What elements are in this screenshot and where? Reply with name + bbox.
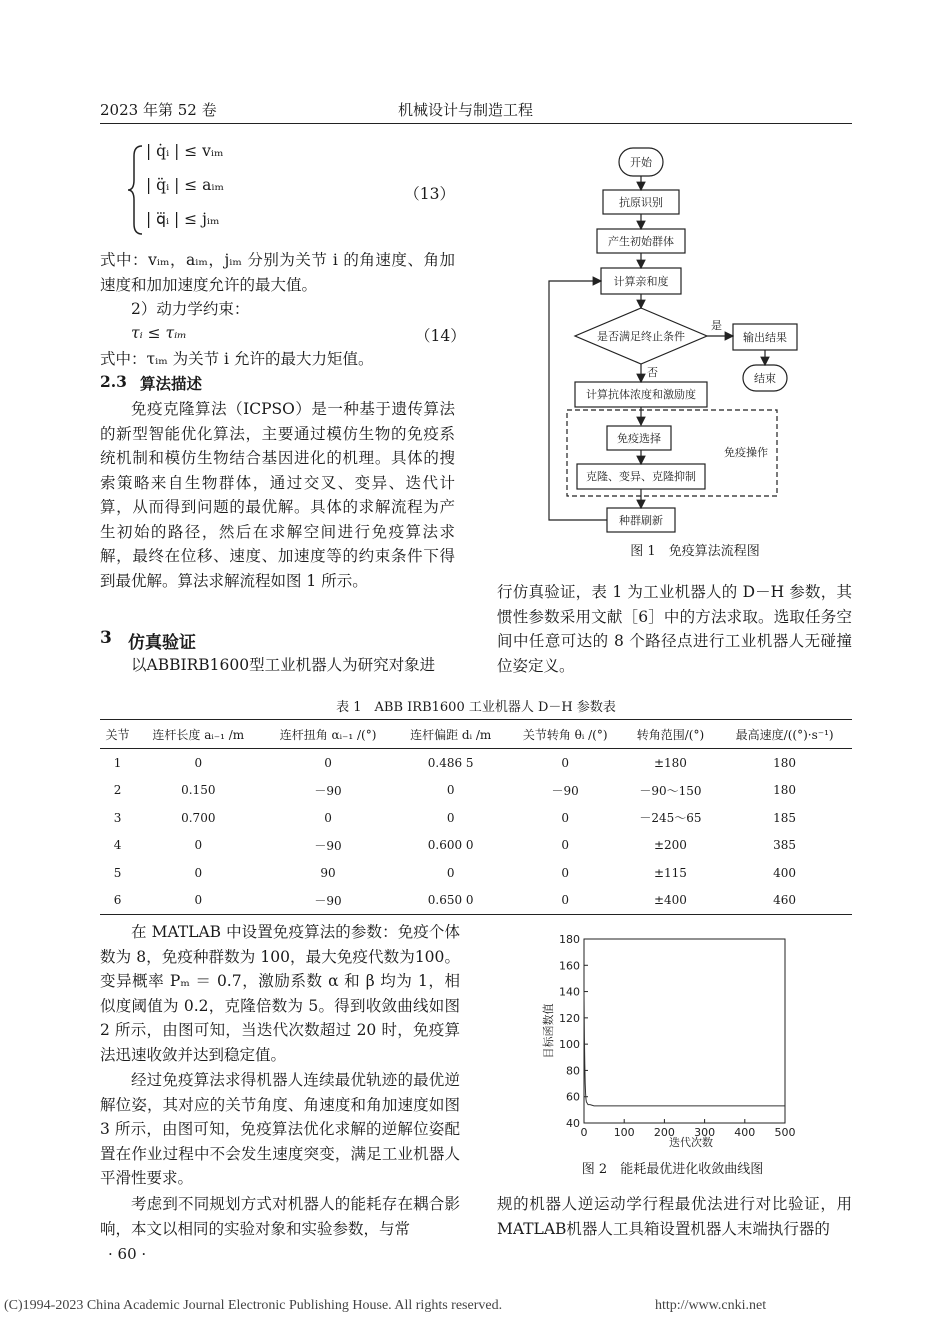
col-header-max-speed: 最高速度/((°)·s⁻¹) (717, 720, 852, 749)
y-tick-label: 40 (566, 1117, 580, 1130)
eq14-number: （14） (415, 327, 466, 345)
table-cell: 0 (324, 810, 332, 825)
fc-end-label: 结束 (754, 372, 776, 385)
chart-x-label: 迭代次数 (669, 1136, 713, 1149)
col-header-link-twist: 连杆扭角 αᵢ₋₁ /(°) (262, 720, 395, 749)
table-cell: －90 (262, 887, 395, 915)
col-header-angle-range: 转角范围/(°) (624, 720, 718, 749)
para-right-end: 规的机器人逆运动学行程最优法进行对比验证，用MATLAB机器人工具箱设置机器人末端执行器的 (497, 1195, 852, 1238)
copyright-notice: (C)1994-2023 China Academic Journal Electronic Publishing House. All rights reserved. (4, 1298, 503, 1313)
cnki-url[interactable]: http://www.cnki.net (655, 1298, 767, 1313)
para-eq14-explain: 式中：τᵢₘ 为关节 i 允许的最大力矩值。 (100, 350, 374, 368)
table-row (100, 832, 852, 860)
y-tick-label: 80 (566, 1064, 580, 1078)
table-cell: －90～150 (639, 783, 702, 798)
y-tick-label: 140 (559, 985, 580, 999)
table-cell: 385 (773, 838, 797, 853)
chart-plot-frame (584, 939, 785, 1123)
col-header-joint-angle: 关节转角 θᵢ /(°) (507, 720, 624, 749)
fc-no-label: 否 (647, 366, 658, 379)
para-eq13-explain: 式中：vᵢₘ，aᵢₘ，jᵢₘ 分别为关节 i 的角速度、角加速度和加加速度允许的最大值。 (100, 251, 455, 294)
eq13-line2: | q̈ᵢ | ≤ aᵢₘ (146, 176, 225, 194)
x-tick-label: 400 (734, 1126, 756, 1139)
table-cell: 0 (135, 887, 261, 915)
para-optimal-pose: 经过免疫算法求得机器人连续最优轨迹的最优逆解位姿，其对应的关节角度、角速度和角加速度如图 3 所示，由图可知，免疫算法优化求解的逆解位姿配置在作业过程中不会发生速度突变，满足工业机器人平滑性要求。 (100, 1071, 460, 1187)
table-cell: －245～65 (639, 811, 702, 826)
table-cell: 185 (773, 810, 797, 825)
x-tick-label: 500 (774, 1126, 796, 1139)
fc-clone-label: 克隆、变异、克隆抑制 (586, 470, 696, 483)
page-number: · 60 · (108, 1245, 147, 1263)
table-cell: 0 (324, 755, 332, 770)
table-cell: 0 (446, 865, 455, 880)
table-cell: 0.486 5 (427, 755, 474, 770)
eq14-body: τᵢ ≤ τᵢₘ (131, 324, 187, 342)
dh-parameter-table (100, 719, 852, 915)
fc-affinity-label: 计算亲和度 (613, 275, 669, 288)
table-cell: 0.150 (181, 783, 216, 798)
table-cell: 0 (446, 783, 455, 798)
table-1-caption: 表 1 ABB IRB1600 工业机器人 D－H 参数表 (336, 700, 616, 715)
para-algorithm: 免疫克隆算法（ICPSO）是一种基于遗传算法的新型智能优化算法，主要通过模仿生物的免疫系统机制和模仿生物结合基因进化的机理。具体的搜索策略来自生物群体，通过交叉、变异、迭代计算，从而得到问题的最优解。具体的求解流程为产生初始的路径，然后在求解空间进行免疫算法求解，最终在位移、速度、加速度等的约束条件下得到最优解。算法求解流程如图 1 所示。 (100, 400, 455, 590)
col-header-link-length: 连杆长度 aᵢ₋₁ /m (135, 720, 261, 749)
convergence-series-line (584, 992, 785, 1106)
section-2-3-title: 算法描述 (140, 374, 203, 393)
table-cell: 0.600 0 (427, 838, 474, 853)
table-cell: 2 (113, 783, 122, 798)
journal-title: 机械设计与制造工程 (398, 101, 534, 119)
table-cell: 460 (717, 887, 852, 915)
equation-13 (100, 142, 455, 240)
x-tick-label: 300 (694, 1126, 716, 1139)
table-cell: 6 (100, 887, 135, 915)
table-cell: 0 (446, 810, 455, 825)
fc-concentration-label: 计算抗体浓度和激励度 (586, 388, 696, 401)
table-cell: 0 (194, 755, 203, 770)
table-header-row (100, 720, 852, 749)
para-sim-left: 以ABBIRB1600型工业机器人为研究对象进 (131, 656, 436, 674)
figure-2-caption: 图 2 能耗最优进化收敛曲线图 (581, 1162, 764, 1177)
eq13-number: （13） (404, 185, 455, 203)
col-header-joint: 关节 (100, 720, 135, 749)
table-cell: ±115 (653, 865, 687, 880)
table-cell: 180 (773, 755, 797, 770)
fc-output-label: 输出结果 (743, 331, 787, 344)
left-brace-icon (126, 144, 146, 236)
x-tick-label: 100 (613, 1126, 635, 1139)
dynamics-constraint-title: 2）动力学约束： (131, 300, 250, 318)
fc-immune-select-label: 免疫选择 (617, 432, 661, 445)
table-cell: 0 (194, 838, 203, 853)
y-tick-label: 100 (559, 1038, 580, 1052)
table-row (100, 859, 852, 887)
section-2-3-number: 2.3 (100, 372, 127, 391)
y-tick-label: 180 (559, 933, 580, 946)
y-tick-label: 160 (559, 959, 580, 973)
fc-condition-label: 是否满足终止条件 (597, 330, 685, 343)
table-cell: 180 (773, 783, 797, 798)
table-cell: －90 (551, 783, 579, 798)
table-cell: 5 (113, 865, 122, 880)
para-energy-consider: 考虑到不同规划方式对机器人的能耗存在耦合影响，本文以相同的实验对象和实验参数，与常 (100, 1195, 460, 1238)
table-cell: －90 (314, 783, 342, 798)
x-tick-label: 200 (653, 1126, 675, 1139)
table-cell: 0 (561, 838, 569, 853)
flowchart-figure (535, 140, 855, 560)
table-row (100, 749, 852, 777)
fc-immune-op-label: 免疫操作 (724, 446, 768, 459)
table-cell: ±180 (653, 755, 687, 770)
table-row (100, 887, 852, 915)
table-cell: ±400 (624, 887, 718, 915)
table-cell: 1 (113, 755, 122, 770)
table-cell: 0 (561, 865, 569, 880)
table-cell: ±200 (653, 838, 687, 853)
x-tick-label: 0 (580, 1126, 588, 1139)
header-rule (100, 123, 852, 124)
section-3-title: 仿真验证 (128, 633, 196, 653)
fc-initpop-label: 产生初始群体 (608, 235, 674, 248)
figure-1-caption: 图 1 免疫算法流程图 (630, 544, 760, 559)
eq13-line3: | q⃛ᵢ | ≤ jᵢₘ (146, 210, 220, 228)
table-cell: 0 (194, 865, 203, 880)
chart-y-label: 目标函数值 (542, 1003, 555, 1059)
convergence-chart (540, 926, 805, 1158)
table-row (100, 804, 852, 832)
table-cell: 4 (113, 838, 122, 853)
fc-start-label: 开始 (630, 156, 652, 169)
table-row (100, 777, 852, 805)
y-tick-label: 120 (559, 1011, 580, 1025)
fc-antigen-label: 抗原识别 (619, 196, 663, 209)
section-3-number: 3 (100, 628, 112, 648)
table-cell: 3 (113, 810, 122, 825)
para-sim-right: 行仿真验证，表 1 为工业机器人的 D－H 参数，其惯性参数采用文献［6］中的方法求取。选取任务空间中任意可达的 8 个路径点进行工业机器人无碰撞位姿定义。 (497, 583, 852, 675)
table-cell: －90 (314, 838, 342, 853)
fc-refresh-label: 种群刷新 (619, 514, 663, 527)
y-tick-label: 60 (566, 1090, 580, 1104)
table-cell: 90 (320, 865, 336, 880)
table-cell: 0.650 0 (395, 887, 507, 915)
table-cell: 0 (561, 810, 569, 825)
journal-year: 2023 年第 52 卷 (100, 101, 217, 119)
para-matlab-params: 在 MATLAB 中设置免疫算法的参数：免疫个体数为 8，免疫种群数为 100，最大免疫代数为100。变异概率 Pₘ ＝ 0.7，激励系数 α 和 β 均为 1，相似度阈值为 0.2，克隆倍数为 5。得到收敛曲线如图 2 所示，由图可知，当迭代次数超过 20 时，免疫算法迅速收敛并达到稳定值。 (100, 923, 460, 1064)
col-header-link-offset: 连杆偏距 dᵢ /m (395, 720, 507, 749)
table-cell: 400 (773, 865, 797, 880)
table-cell: 0.700 (181, 810, 216, 825)
fc-yes-label: 是 (711, 319, 722, 332)
table-cell: 0 (561, 755, 569, 770)
eq13-line1: | q̇ᵢ | ≤ vᵢₘ (146, 142, 224, 160)
table-cell: 0 (507, 887, 624, 915)
